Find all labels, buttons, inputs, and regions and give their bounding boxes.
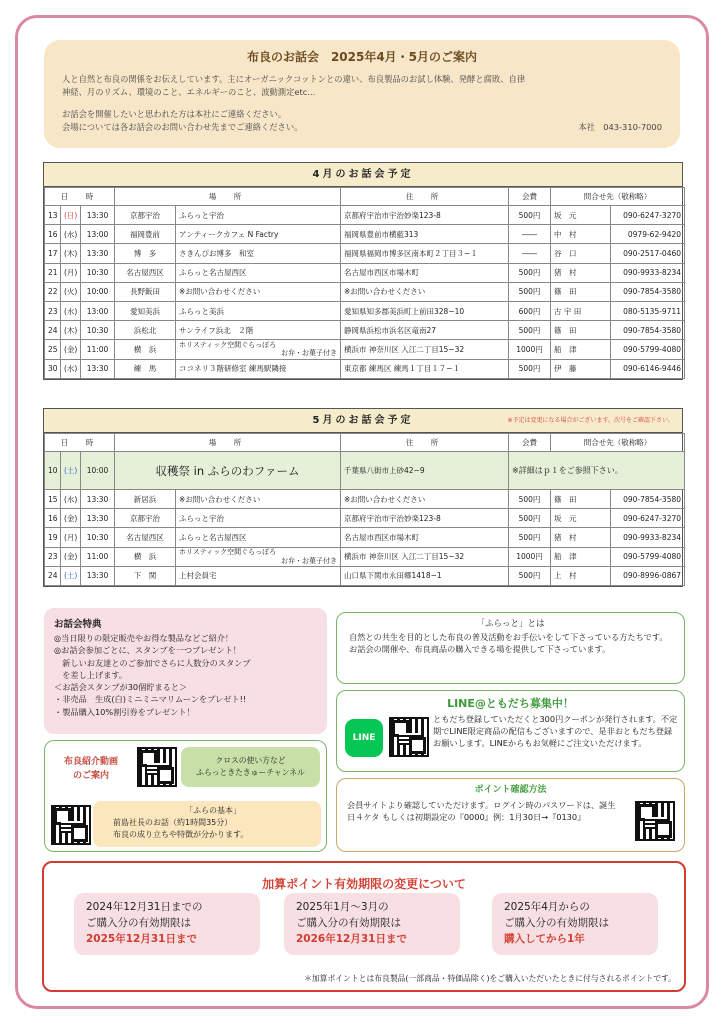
cell-weekday: (水)	[61, 359, 81, 378]
venue-line-1: ホリスティック空間ぐらっぽろ	[179, 340, 277, 349]
points-qr-code[interactable]	[635, 801, 675, 841]
cell-day: 24	[45, 321, 61, 340]
cell-time: 10:00	[81, 282, 115, 301]
schedule-row	[45, 263, 685, 282]
cell-area: 横 浜	[115, 547, 176, 566]
cell-area: 京都宇治	[115, 509, 176, 528]
cell-person: 坂 元	[551, 206, 611, 225]
cell-phone: 080-5135-9711	[611, 301, 685, 320]
about-text: 自然との共生を目的とした布良の普及活動をお手伝いをして下さっている方たちです。お話会の開催や、布良商品の購入できる場を提供して下さっています。	[349, 632, 668, 655]
cell-weekday: (金)	[61, 340, 81, 359]
schedule-row	[45, 528, 685, 547]
line-logo-icon[interactable]: LINE	[345, 719, 383, 757]
points-text: 会員サイトより確認していただけます。ログイン時のパスワードは、誕生日４ケタ もしくは初期設定の『0000』例：1月30日→『0130』	[347, 800, 616, 822]
col-address: 住 所	[341, 188, 509, 206]
expiry-footnote: ＊加算ポイントとは布良製品(一部商品・特価品除く)をご購入いただいたときに付与されるポイントです。	[304, 974, 676, 983]
intro-line-4: 会場については各お話会のお問い合わせ先までご連絡ください。	[62, 121, 303, 132]
basics-title: 「ふらの基本」	[185, 806, 241, 815]
perks-line: ・製品購入10%割引券をプレゼント！	[54, 706, 195, 717]
cell-area: 長野飯田	[115, 282, 176, 301]
cell-area: 福岡豊前	[115, 225, 176, 244]
cell-weekday: (火)	[61, 282, 81, 301]
cell-time: 13:30	[81, 206, 115, 225]
cell-weekday: (金)	[61, 509, 81, 528]
cell-area: 下 関	[115, 566, 176, 585]
cell-phone: 090-5799-4080	[611, 340, 685, 359]
cell-address: 京都府宇治市宇治妙楽123-8	[341, 509, 509, 528]
cell-fee: 500円	[509, 509, 551, 528]
cell-person: 篠 田	[551, 321, 611, 340]
cell-day: 13	[45, 206, 61, 225]
cell-area: 練 馬	[115, 359, 176, 378]
cell-weekday: (金)	[61, 547, 81, 566]
cell-venue: アンティークカフェ N Factry	[176, 225, 341, 244]
cell-fee: ――	[509, 225, 551, 244]
cell-area: 新居浜	[115, 490, 176, 509]
april-schedule	[43, 162, 683, 380]
cell-day: 30	[45, 359, 61, 378]
col-contact: 問合せ先（敬称略）	[551, 434, 685, 452]
cell-person: 篠 田	[551, 490, 611, 509]
header-panel	[44, 40, 680, 148]
cell-person: 猪 村	[551, 263, 611, 282]
cell-day: 23	[45, 301, 61, 320]
cell-venue: ふらっと名古屋西区	[176, 528, 341, 547]
cell-weekday: (木)	[61, 321, 81, 340]
cell-day: 25	[45, 340, 61, 359]
april-title: 4月のお話会予定	[44, 163, 682, 187]
perks-line: ◎お話会参加ごとに、スタンプを一つプレゼント！	[54, 645, 241, 656]
col-venue: 場 所	[115, 188, 341, 206]
schedule-row	[45, 301, 685, 320]
intro-line-2: 神経、月のリズム、環境のこと、エネルギーのこと、波動測定etc...	[62, 86, 316, 97]
expiry-card-line: 2025年4月からの	[504, 901, 590, 913]
schedule-row	[45, 244, 685, 263]
cell-area: 博 多	[115, 244, 176, 263]
cell-venue: ふらっと美浜	[176, 301, 341, 320]
cell-person: 船 津	[551, 547, 611, 566]
cell-info: ※詳細はｐ１をご参照下さい。	[509, 452, 685, 490]
may-table	[44, 433, 685, 586]
cell-phone: 090-5799-4080	[611, 547, 685, 566]
cell-address: 山口県下関市永田郷1418−1	[341, 566, 509, 585]
cell-fee: ――	[509, 244, 551, 263]
may-schedule	[43, 408, 683, 587]
cell-area: 名古屋西区	[115, 528, 176, 547]
cell-day: 21	[45, 263, 61, 282]
page-title: 布良のお話会 2025年4月・5月のご案内	[246, 50, 478, 64]
cell-fee: 500円	[509, 359, 551, 378]
cell-day: 23	[45, 547, 61, 566]
expiry-card-line: ご購入分の有効期限は	[296, 917, 401, 929]
cell-address: 東京都 練馬区 練馬１丁目１７−１	[341, 359, 509, 378]
cell-venue: ココネリ３階研修室 練馬駅隣接	[176, 359, 341, 378]
cell-fee: 500円	[509, 321, 551, 340]
venue-line-2: お弁・お菓子付き	[281, 556, 338, 565]
channel-qr-code[interactable]	[137, 747, 177, 787]
cell-venue: ※お問い合わせください	[176, 490, 341, 509]
cell-address: 名古屋市西区市場木町	[341, 528, 509, 547]
perks-line: を差し上げます。	[54, 669, 128, 680]
perks-line: ＜お話会スタンプが30個貯まると＞	[54, 682, 188, 693]
cell-phone: 090-7854-3580	[611, 490, 685, 509]
cell-phone: 090-2517-0460	[611, 244, 685, 263]
cell-address: 福岡県豊前市横藍313	[341, 225, 509, 244]
cell-area: 京都宇治	[115, 206, 176, 225]
may-title-text: 5月のお話会予定	[312, 415, 414, 426]
cell-time: 13:00	[81, 301, 115, 320]
perks-title: お話会特典	[54, 619, 102, 630]
cell-weekday: (水)	[61, 225, 81, 244]
video-label-line-2: のご案内	[72, 771, 109, 781]
cell-weekday: (月)	[61, 263, 81, 282]
expiry-card-line: ご購入分の有効期限は	[504, 917, 609, 929]
col-venue: 場 所	[115, 434, 341, 452]
cell-address: 横浜市 神奈川区 入江二丁目15−32	[341, 340, 509, 359]
schedule-row	[45, 321, 685, 340]
cell-day: 19	[45, 528, 61, 547]
cell-time: 11:00	[81, 340, 115, 359]
cell-day: 16	[45, 509, 61, 528]
cell-time: 10:30	[81, 263, 115, 282]
cell-venue	[176, 547, 341, 566]
cell-address: 愛知県知多郡美浜町上前田328−10	[341, 301, 509, 320]
cell-phone: 090-6247-3270	[611, 206, 685, 225]
cell-person: 船 津	[551, 340, 611, 359]
cell-fee: 500円	[509, 263, 551, 282]
col-datetime: 日 時	[45, 188, 115, 206]
cell-weekday: (日)	[61, 206, 81, 225]
may-title	[44, 409, 682, 433]
cell-address: 京都府宇治市宇治妙楽123-8	[341, 206, 509, 225]
cell-person: 伊 藤	[551, 359, 611, 378]
venue-line-1: ホリスティック空間ぐらっぽろ	[179, 548, 277, 557]
schedule-row	[45, 359, 685, 378]
cell-venue: さきんぴお博多 和室	[176, 244, 341, 263]
cell-day: 24	[45, 566, 61, 585]
cell-day: 10	[45, 452, 61, 490]
cell-area: 横 浜	[115, 340, 176, 359]
schedule-row	[45, 225, 685, 244]
schedule-row	[45, 340, 685, 359]
col-fee: 会費	[509, 434, 551, 452]
video-label	[53, 755, 129, 783]
about-title: 「ふらっと」とは	[476, 619, 545, 629]
cell-fee: 600円	[509, 301, 551, 320]
expiry-panel	[42, 861, 686, 992]
cell-phone: 090-7854-3580	[611, 321, 685, 340]
basics-line-1: 前島社長のお話（約1時間35分）	[113, 818, 233, 827]
cell-time: 10:00	[81, 452, 115, 490]
intro-line-1: 人と自然と布良の関係をお伝えしています。主にオーガニックコットンとの違い、布良製品のお試し体験、発酵と腐敗、自律	[62, 74, 526, 84]
cell-time: 13:00	[81, 225, 115, 244]
cell-address: 横浜市 神奈川区 入江二丁目15−32	[341, 547, 509, 566]
expiry-card-2025apr	[492, 893, 658, 955]
cell-venue: ふらっと宇治	[176, 206, 341, 225]
cell-weekday: (土)	[61, 452, 81, 490]
cell-venue: ※お問い合わせください	[176, 282, 341, 301]
cell-address: 静岡県浜松市浜名区竜南27	[341, 321, 509, 340]
venue-line-2: お弁・お菓子付き	[281, 349, 338, 358]
cell-venue: 収穫祭 in ふらのわファーム	[115, 452, 341, 490]
cell-phone: 090-9933-8234	[611, 263, 685, 282]
head-office-contact: 本社 043-310-7000	[578, 121, 662, 132]
schedule-row	[45, 490, 685, 509]
cell-person: 坂 元	[551, 509, 611, 528]
perks-line: 新しいお友達とのご参加でさらに人数分のスタンプ	[54, 657, 251, 668]
cell-fee: 1000円	[509, 547, 551, 566]
line-title: LINE@ともだち募集中！	[447, 697, 574, 710]
perks-panel	[44, 608, 327, 734]
cell-phone: 0979-62-9420	[611, 225, 685, 244]
may-header-row	[45, 434, 685, 452]
may-feature-row	[45, 452, 685, 490]
cell-person: 谷 口	[551, 244, 611, 263]
cell-address: 福岡県福岡市博多区南本町２丁目３−１	[341, 244, 509, 263]
cell-weekday: (水)	[61, 490, 81, 509]
schedule-row	[45, 282, 685, 301]
cell-day: 22	[45, 282, 61, 301]
cell-person: 中 村	[551, 225, 611, 244]
basics-line-2: 布良の成り立ちや特徴が分かります。	[113, 830, 249, 839]
cell-weekday: (木)	[61, 244, 81, 263]
cell-phone: 090-9933-8234	[611, 528, 685, 547]
line-qr-code[interactable]	[389, 717, 429, 757]
cell-time: 10:30	[81, 528, 115, 547]
channel-card	[181, 747, 320, 787]
col-address: 住 所	[341, 434, 509, 452]
about-furatto-panel	[336, 612, 685, 684]
expiry-card-2024	[74, 893, 260, 955]
col-datetime: 日 時	[45, 434, 115, 452]
cell-fee: 500円	[509, 490, 551, 509]
expiry-title: 加算ポイント有効期限の変更について	[262, 877, 466, 891]
cell-phone: 090-7854-3580	[611, 282, 685, 301]
perks-line: ◎当日限りの限定販売やお得な製品などご紹介！	[54, 633, 234, 643]
cell-time: 13:30	[81, 490, 115, 509]
cell-address: 千葉県八街市上砂42−9	[341, 452, 509, 490]
expiry-card-deadline: 購入してから1年	[504, 933, 585, 945]
col-contact: 問合せ先（敬称略）	[551, 188, 685, 206]
cell-day: 15	[45, 490, 61, 509]
schedule-row	[45, 547, 685, 566]
channel-line-1: クロスの使い方など	[215, 756, 286, 765]
expiry-card-line: 2025年1月～3月の	[296, 901, 389, 913]
points-panel	[336, 778, 685, 852]
cell-fee: 1000円	[509, 340, 551, 359]
cell-venue: 上村会員宅	[176, 566, 341, 585]
cell-weekday: (月)	[61, 528, 81, 547]
cell-address: 名古屋市西区市場木町	[341, 263, 509, 282]
video-label-line-1: 布良紹介動画	[63, 757, 118, 767]
cell-person: 古 宇 田	[551, 301, 611, 320]
april-table	[44, 187, 685, 379]
points-title: ポイント確認方法	[474, 785, 547, 795]
cell-person: 上 村	[551, 566, 611, 585]
cell-time: 13:30	[81, 566, 115, 585]
expiry-card-deadline: 2026年12月31日まで	[296, 933, 407, 945]
cell-venue: ふらっと名古屋西区	[176, 263, 341, 282]
cell-day: 16	[45, 225, 61, 244]
cell-fee: 500円	[509, 206, 551, 225]
schedule-row	[45, 509, 685, 528]
cell-day: 17	[45, 244, 61, 263]
cell-phone: 090-6247-3270	[611, 509, 685, 528]
video-panel	[44, 740, 327, 852]
cell-venue: サンライフ浜北 ２階	[176, 321, 341, 340]
expiry-card-deadline: 2025年12月31日まで	[86, 933, 197, 945]
cell-weekday: (土)	[61, 566, 81, 585]
cell-phone: 090-6146-9446	[611, 359, 685, 378]
channel-line-2: ふらっときたきゅーチャンネル	[196, 768, 305, 777]
cell-fee: 500円	[509, 282, 551, 301]
line-panel	[336, 690, 685, 772]
cell-time: 13:30	[81, 244, 115, 263]
may-schedule-note: ※予定は変更になる場合がございます。次号をご確認下さい。	[507, 417, 674, 424]
expiry-card-2025q1	[284, 893, 460, 955]
cell-time: 10:30	[81, 321, 115, 340]
cell-area: 浜松北	[115, 321, 176, 340]
cell-venue	[176, 340, 341, 359]
cell-address: ※お問い合わせください	[341, 490, 509, 509]
cell-time: 11:00	[81, 547, 115, 566]
schedule-row	[45, 206, 685, 225]
perks-line: ・非売品 生成(白)ミニミニマリムーンをプレゼト!!	[54, 694, 247, 705]
cell-fee: 500円	[509, 528, 551, 547]
expiry-card-line: 2024年12月31日までの	[86, 901, 203, 913]
cell-weekday: (水)	[61, 301, 81, 320]
cell-venue: ふらっと宇治	[176, 509, 341, 528]
cell-phone: 090-8996-0867	[611, 566, 685, 585]
cell-time: 13:30	[81, 359, 115, 378]
cell-area: 愛知美浜	[115, 301, 176, 320]
cell-fee: 500円	[509, 566, 551, 585]
line-text: ともだち登録していただくと300円クーポンが発行されます。不定期でLINE限定商品の配信もございますので、是非おともだち登録お願いします。LINEからもお気軽にご注文いただけます。	[433, 714, 678, 748]
col-fee: 会費	[509, 188, 551, 206]
intro-line-3: お話会を開催したいと思われた方は本社にご連絡ください。	[62, 109, 287, 119]
april-header-row	[45, 188, 685, 206]
expiry-card-line: ご購入分の有効期限は	[86, 917, 191, 929]
cell-address: ※お問い合わせください	[341, 282, 509, 301]
cell-area: 名古屋西区	[115, 263, 176, 282]
cell-person: 篠 田	[551, 282, 611, 301]
basics-card	[93, 801, 321, 847]
cell-time: 13:30	[81, 509, 115, 528]
cell-person: 猪 村	[551, 528, 611, 547]
basics-qr-code[interactable]	[51, 805, 91, 845]
schedule-row	[45, 566, 685, 585]
